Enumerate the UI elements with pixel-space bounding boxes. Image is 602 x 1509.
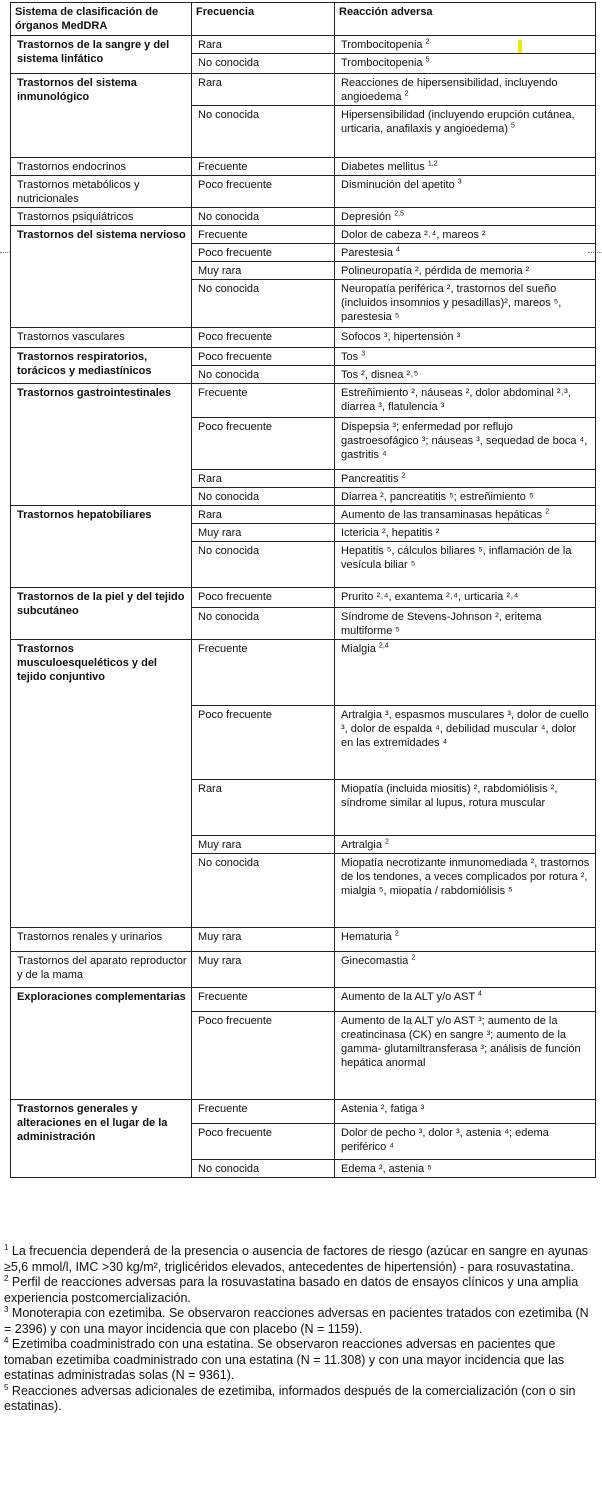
reaction-text: Trombocitopenia [341,57,423,69]
cell-reaction [335,988,596,1012]
table-row [11,988,596,1012]
cell-reaction [335,928,596,952]
cell-frequency: Frecuente [192,226,335,244]
cell-frequency: Frecuente [192,640,335,706]
table-row [11,36,596,54]
cell-organ-class: Trastornos generales y alteraciones en el lugar de la administración [11,1100,192,1178]
footnote [4,1244,594,1275]
cell-reaction [335,280,596,328]
cell-frequency: Rara [192,74,335,106]
reaction-text: Síndrome de Stevens-Johnson ², eritema multiforme ⁵ [341,611,542,637]
cell-reaction [335,854,596,928]
cell-organ-class: Trastornos del aparato reproductor y de la mama [11,952,192,988]
cell-reaction [335,384,596,418]
cell-reaction [335,542,596,588]
cell-frequency: Poco frecuente [192,1124,335,1160]
footnote-number: 3 [4,1304,9,1314]
reaction-text: Dolor de pecho ³, dolor ³, astenia ⁴; edema periférico ⁴ [341,1127,549,1153]
reaction-text: Disminución del apetito [341,179,455,191]
table-body [11,36,596,1178]
reaction-text: Pancreatitis [341,473,399,485]
cell-organ-class: Trastornos gastrointestinales [11,384,192,506]
table-row [11,176,596,208]
cell-organ-class: Trastornos renales y urinarios [11,928,192,952]
cell-frequency: No conocida [192,280,335,328]
reference-superscript: 2 [394,930,399,938]
cell-reaction [335,506,596,524]
reference-superscript: 2 [385,838,389,846]
footnote-number: 5 [4,1382,9,1392]
cell-frequency: Muy rara [192,524,335,542]
cell-reaction [335,36,596,54]
cell-reaction [335,208,596,226]
reaction-text: Tos [341,351,359,363]
table-row [11,158,596,176]
reaction-text: Reacciones de hipersensibilidad, incluyendo angioedema [341,77,558,103]
cell-reaction [335,328,596,348]
cell-frequency: No conocida [192,54,335,74]
adverse-reactions-table [10,2,596,1178]
footnote-number: 1 [4,1242,9,1252]
cell-frequency: Poco frecuente [192,418,335,470]
reaction-text: Hematuria [341,931,392,943]
cell-reaction [335,244,596,262]
cell-reaction [335,1012,596,1100]
cell-frequency: Muy rara [192,262,335,280]
cell-reaction [335,780,596,836]
cell-reaction [335,418,596,470]
cell-frequency: Poco frecuente [192,176,335,208]
table-row [11,226,596,244]
reference-superscript: 2 [425,38,430,46]
cell-frequency: Muy rara [192,836,335,854]
cell-reaction [335,106,596,158]
reaction-text: Hipersensibilidad (incluyendo erupción cutánea, urticaria, anafilaxis y angioedema) [341,109,575,135]
cell-frequency: Poco frecuente [192,588,335,608]
header-soc: Sistema de clasificación de órganos MedDRA [11,3,192,36]
header-reaction: Reacción adversa [335,3,596,36]
reference-superscript: 2,4 [378,642,389,650]
reaction-text: Ictericia ², hepatitis ² [341,527,440,539]
table-row [11,74,596,106]
cell-organ-class: Trastornos metabólicos y nutricionales [11,176,192,208]
reaction-text: Tos ², disnea ²˒⁵ [341,369,419,381]
cell-organ-class: Trastornos de la sangre y del sistema linfático [11,36,192,74]
reaction-text: Aumento de la ALT y/o AST [341,991,475,1003]
cell-frequency: Frecuente [192,158,335,176]
cell-frequency: No conocida [192,854,335,928]
table-row [11,208,596,226]
cell-reaction [335,608,596,640]
reference-superscript: 5 [510,122,515,130]
reference-superscript: 2 [404,90,409,98]
footnotes [4,1244,594,1415]
footnote [4,1384,594,1415]
cell-reaction [335,588,596,608]
reference-superscript: 3 [457,178,462,186]
table-row [11,1100,596,1124]
dotted-guide-left [0,252,10,253]
cell-organ-class: Trastornos del sistema nervioso [11,226,192,328]
cell-reaction [335,470,596,488]
cell-reaction [335,836,596,854]
cell-frequency: No conocida [192,366,335,384]
cell-frequency: Poco frecuente [192,1012,335,1100]
reference-superscript: 1,2 [427,160,438,168]
cell-organ-class: Trastornos vasculares [11,328,192,348]
reaction-text: Edema ², astenia ⁵ [341,1163,432,1175]
cell-reaction [335,1100,596,1124]
reaction-text: Polineuropatía ², pérdida de memoria ² [341,265,530,277]
cell-reaction [335,74,596,106]
cell-reaction [335,952,596,988]
reaction-text: Neuropatía periférica ², trastornos del sueño (incluidos insomnios y pesadillas)², mareos ⁵, parestesia ⁵ [341,283,562,323]
cell-frequency: No conocida [192,208,335,226]
footnote-text: Monoterapia con ezetimiba. Se observaron reacciones adversas en pacientes tratados con ezetimiba (N = 2396) y con una mayor incidencia que con placebo (N = 1159). [4,1306,589,1336]
reference-superscript: 4 [477,990,482,998]
cell-reaction [335,226,596,244]
cell-frequency: No conocida [192,608,335,640]
reference-superscript: 5 [425,56,430,64]
cell-reaction [335,524,596,542]
footnote-text: La frecuencia dependerá de la presencia o ausencia de factores de riesgo (azúcar en sangre en ayunas ≥5,6 mmol/l, IMC >30 kg/m², triglicéridos elevados, antecedentes de hipertensión) - para rosuvastatina. [4,1244,589,1274]
cell-frequency: No conocida [192,488,335,506]
cell-reaction [335,158,596,176]
reaction-text: Artralgia ³, espasmos musculares ³, dolor de cuello ³, dolor de espalda ⁴, debilidad muscular ⁴, dolor en las extremidades ⁴ [341,709,589,749]
table-row [11,384,596,418]
cell-frequency: Rara [192,506,335,524]
cell-reaction [335,640,596,706]
cell-frequency: Muy rara [192,952,335,988]
cell-reaction [335,54,596,74]
reference-superscript: 2 [545,508,550,516]
table-row [11,588,596,608]
cell-reaction [335,348,596,366]
cell-organ-class: Trastornos musculoesqueléticos y del tejido conjuntivo [11,640,192,928]
cell-frequency: Rara [192,470,335,488]
cell-organ-class: Trastornos del sistema inmunológico [11,74,192,158]
reaction-text: Trombocitopenia [341,39,423,51]
cell-organ-class: Trastornos respiratorios, torácicos y mediastínicos [11,348,192,384]
header-frequency: Frecuencia [192,3,335,36]
footnote-text: Perfil de reacciones adversas para la rosuvastatina basado en datos de ensayos clínicos y una amplia experiencia postcomercialización. [4,1275,579,1305]
footnote [4,1306,594,1337]
footnote-number: 4 [4,1335,9,1345]
reaction-text: Diarrea ², pancreatitis ⁵; estreñimiento ⁵ [341,491,534,503]
reference-superscript: 2 [411,954,416,962]
cell-reaction [335,706,596,780]
cell-frequency: Frecuente [192,1100,335,1124]
cell-frequency: Muy rara [192,928,335,952]
reaction-text: Mialgia [341,643,376,655]
cell-reaction [335,488,596,506]
cell-frequency: No conocida [192,1160,335,1178]
reference-superscript: 2,5 [394,210,404,218]
reaction-text: Aumento de las transaminasas hepáticas [341,509,543,521]
reaction-text: Dolor de cabeza ²˒⁴, mareos ² [341,229,486,241]
reaction-text: Miopatía (incluida miositis) ², rabdomiólisis ², síndrome similar al lupus, rotura muscular [341,783,558,809]
table-row [11,928,596,952]
cell-frequency: Frecuente [192,384,335,418]
cell-frequency: Poco frecuente [192,348,335,366]
table-row [11,348,596,366]
reaction-text: Miopatía necrotizante inmunomediada ², trastornos de los tendones, a veces complicados por rotura ², mialgia ⁵, miopatía / rabdomiólisis ⁵ [341,857,590,897]
reaction-text: Aumento de la ALT y/o AST ³; aumento de la creatincinasa (CK) en sangre ³; aumento de la gamma- glutamiltransferasa ³; análisis de función hepática anormal [341,1015,581,1069]
cell-organ-class: Trastornos psiquiátricos [11,208,192,226]
cell-reaction [335,366,596,384]
footnote-text: Reacciones adversas adicionales de ezetimiba, informados después de la comercialización (con o sin estatinas). [4,1383,576,1413]
reaction-text: Astenia ², fatiga ³ [341,1103,425,1115]
cell-frequency: No conocida [192,106,335,158]
footnote-text: Ezetimiba coadministrado con una estatina. Se observaron reacciones adversas en pacientes que tomaban ezetimiba coadministrado con una estatina (N = 11.308) y con una mayor incidencia que las estatinas administradas solas (N = 9361). [4,1337,565,1382]
cell-frequency: Poco frecuente [192,706,335,780]
cell-frequency: Poco frecuente [192,244,335,262]
cell-reaction [335,1124,596,1160]
reaction-text: Estreñimiento ², náuseas ², dolor abdominal ²˒³, diarrea ³, flatulencia ³ [341,387,571,413]
reaction-text: Artralgia [341,839,382,851]
cell-organ-class: Exploraciones complementarias [11,988,192,1100]
reaction-text: Ginecomastia [341,955,409,967]
reference-superscript: 4 [396,246,400,254]
reaction-text: Dispepsia ³; enfermedad por reflujo gastroesofágico ³; náuseas ³, sequedad de boca ⁴, gastritis ⁴ [341,421,588,461]
footnote [4,1337,594,1384]
table-row [11,952,596,988]
cell-frequency: Rara [192,780,335,836]
table-row [11,328,596,348]
cell-organ-class: Trastornos hepatobiliares [11,506,192,588]
reaction-text: Hepatitis ⁵, cálculos biliares ⁵, inflamación de la vesícula biliar ⁵ [341,545,572,571]
cell-frequency: Poco frecuente [192,328,335,348]
cell-organ-class: Trastornos endocrinos [11,158,192,176]
cell-frequency: Frecuente [192,988,335,1012]
footnote-number: 2 [4,1273,9,1283]
cell-organ-class: Trastornos de la piel y del tejido subcutáneo [11,588,192,640]
table-row [11,640,596,706]
cell-frequency: Rara [192,36,335,54]
table-header-row [11,3,596,36]
reference-superscript: 2 [401,472,406,480]
footnote [4,1275,594,1306]
cell-reaction [335,1160,596,1178]
cell-frequency: No conocida [192,542,335,588]
table-row [11,506,596,524]
reaction-text: Parestesia [341,247,393,259]
reaction-text: Sofocos ³, hipertensión ³ [341,331,461,343]
reaction-text: Depresión [341,211,392,223]
cell-reaction [335,262,596,280]
reference-superscript: 3 [361,350,366,358]
reaction-text: Diabetes mellitus [341,161,425,173]
reaction-text: Prurito ²˒⁴, exantema ²˒⁴, urticaria ²˒⁴ [341,591,519,603]
cell-reaction [335,176,596,208]
